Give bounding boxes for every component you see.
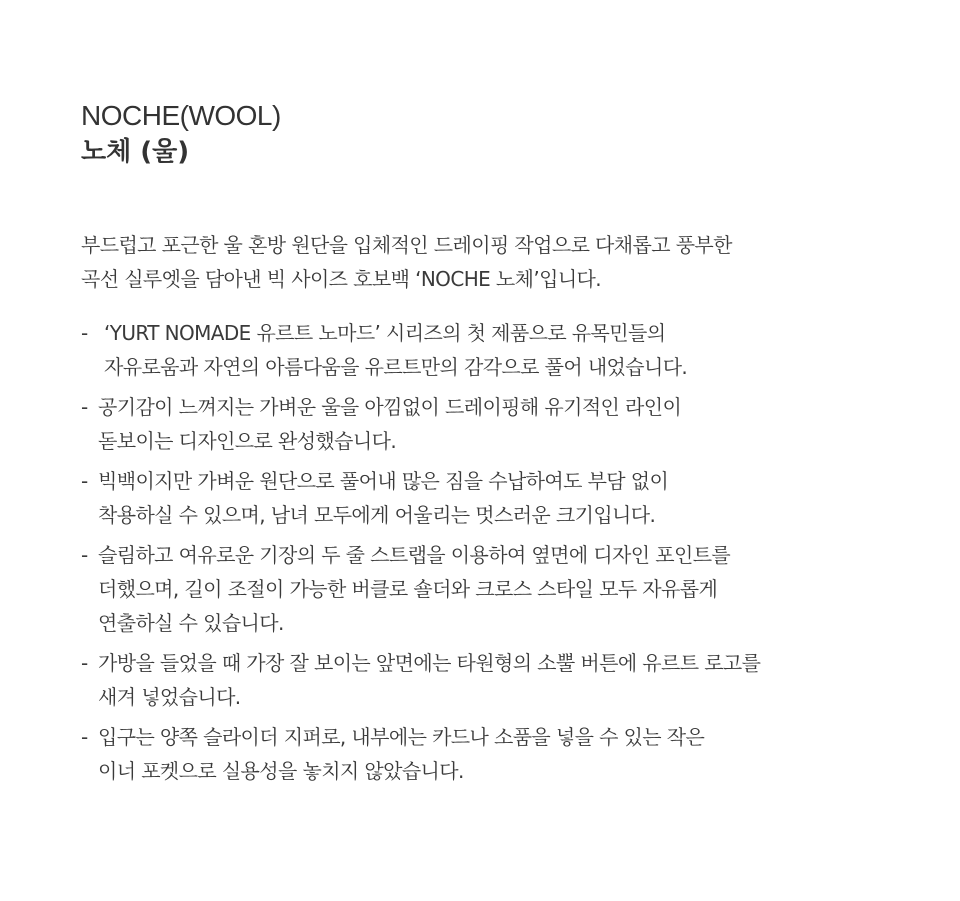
feature-line: 입구는 양쪽 슬라이더 지퍼로, 내부에는 카드나 소품을 넣을 수 있는 작은: [98, 725, 705, 749]
bullet-dash: -: [81, 651, 89, 675]
feature-line: 연출하실 수 있습니다.: [98, 611, 284, 635]
feature-line: 가방을 들었을 때 가장 잘 보이는 앞면에는 타원형의 소뿔 버튼에 유르트 로고를: [98, 651, 761, 675]
feature-item: [81, 464, 941, 532]
product-title-english: NOCHE(WOOL): [81, 100, 281, 131]
feature-line: 슬림하고 여유로운 기장의 두 줄 스트랩을 이용하여 옆면에 디자인 포인트를: [98, 543, 731, 567]
bullet-dash: -: [81, 469, 89, 493]
bullet-dash: -: [81, 395, 89, 419]
feature-list: [81, 316, 941, 788]
feature-item: [81, 316, 941, 384]
feature-line: ‘YURT NOMADE 유르트 노마드’ 시리즈의 첫 제품으로 유목민들의: [104, 321, 666, 345]
feature-line: 이너 포켓으로 실용성을 놓치지 않았습니다.: [98, 759, 464, 783]
bullet-dash: -: [81, 321, 89, 345]
bullet-dash: -: [81, 543, 89, 567]
feature-line: 자유로움과 자연의 아름다움을 유르트만의 감각으로 풀어 내었습니다.: [104, 355, 688, 379]
feature-line: 돋보이는 디자인으로 완성했습니다.: [98, 429, 397, 453]
product-title-korean: 노체 (울): [81, 137, 190, 167]
feature-line: 새겨 넣었습니다.: [98, 685, 241, 709]
feature-line: 착용하실 수 있으며, 남녀 모두에게 어울리는 멋스러운 크기입니다.: [98, 503, 656, 527]
feature-line: 더했으며, 길이 조절이 가능한 버클로 숄더와 크로스 스타일 모두 자유롭게: [98, 577, 718, 601]
intro-line: 곡선 실루엣을 담아낸 빅 사이즈 호보백 ‘NOCHE 노체’입니다.: [81, 267, 602, 291]
feature-line: 공기감이 느껴지는 가벼운 울을 아낌없이 드레이핑해 유기적인 라인이: [98, 395, 682, 419]
intro-line: 부드럽고 포근한 울 혼방 원단을 입체적인 드레이핑 작업으로 다채롭고 풍부한: [81, 233, 732, 257]
feature-item: [81, 538, 941, 640]
bullet-dash: -: [81, 725, 89, 749]
product-description: [81, 98, 941, 794]
feature-line: 빅백이지만 가벼운 원단으로 풀어내 많은 짐을 수납하여도 부담 없이: [98, 469, 669, 493]
feature-item: [81, 646, 941, 714]
feature-item: [81, 720, 941, 788]
intro-paragraph: [81, 228, 941, 296]
feature-item: [81, 390, 941, 458]
